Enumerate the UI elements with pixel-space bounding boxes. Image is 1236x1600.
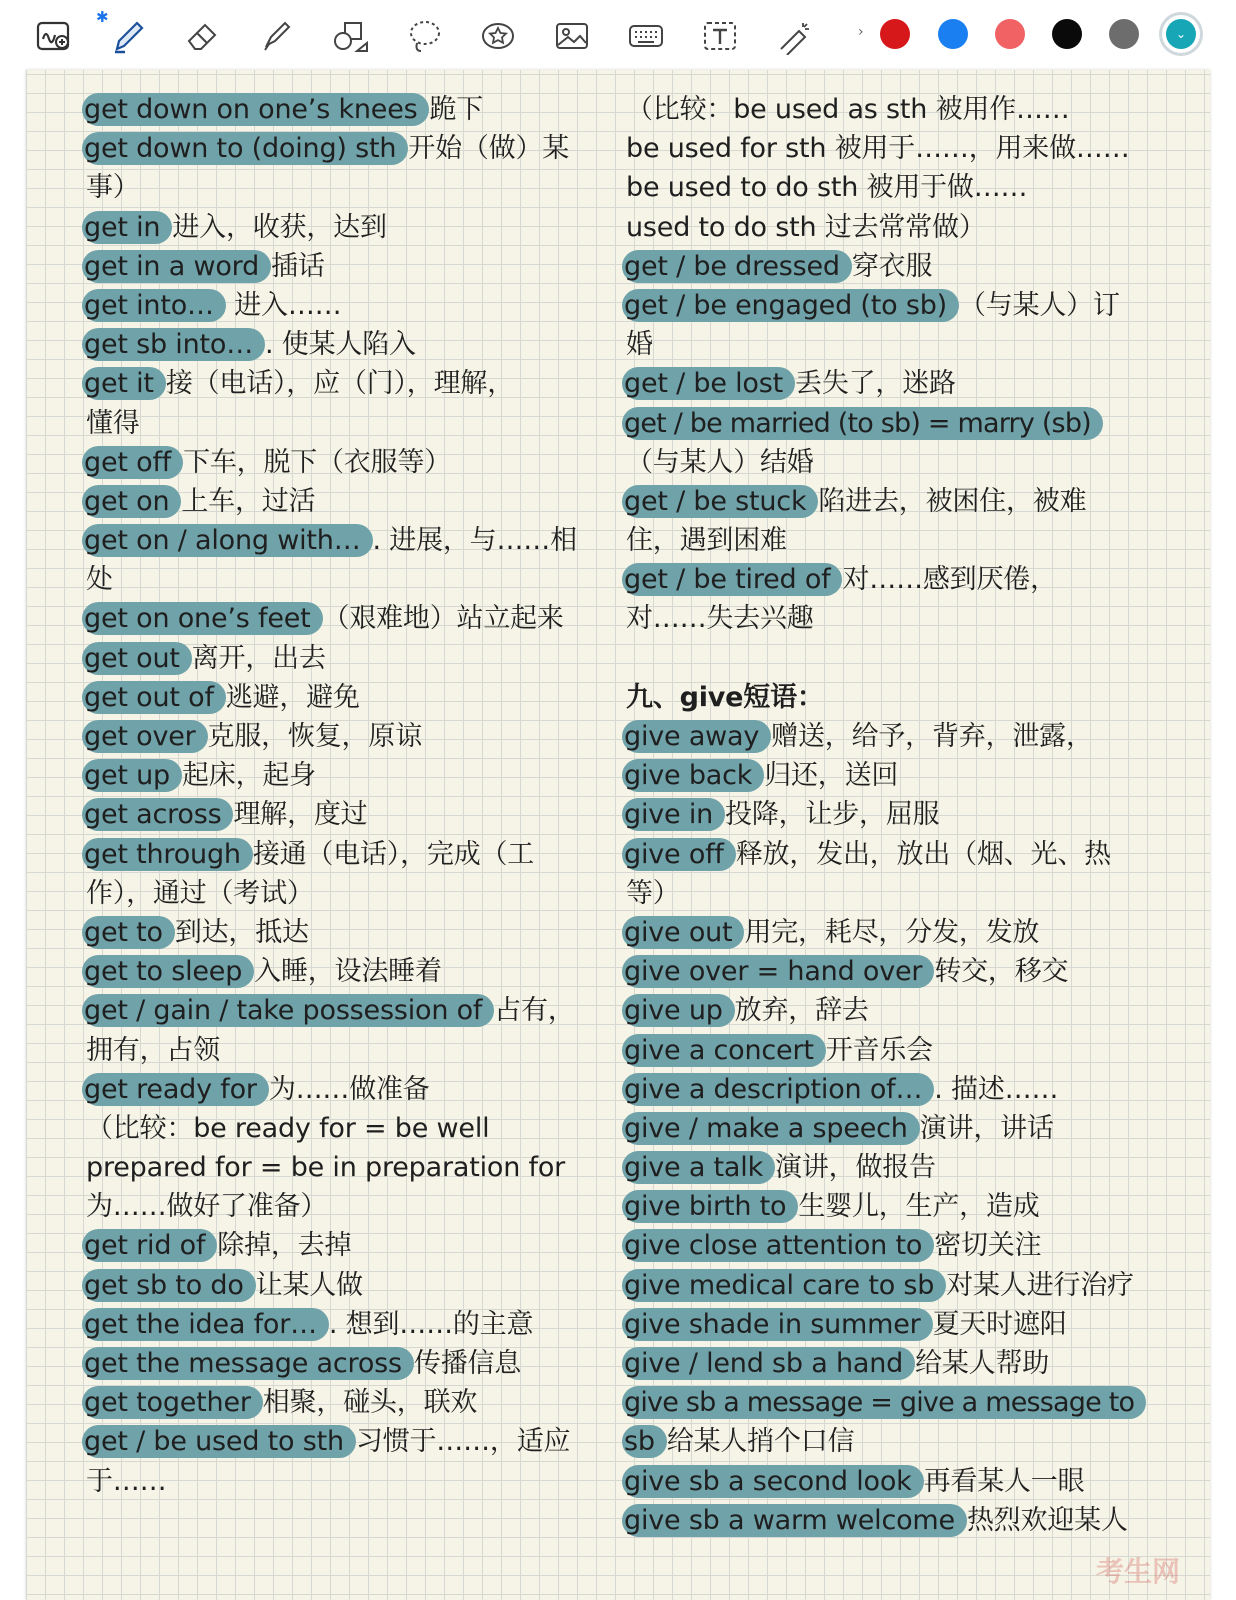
phrase-line xyxy=(626,599,1166,638)
meaning-text: 婚 xyxy=(626,329,653,361)
phrase-line xyxy=(86,1070,576,1109)
highlighted-phrase: get / be used to sth xyxy=(82,1425,356,1458)
meaning-text: 进入…… xyxy=(225,289,342,321)
phrase-line xyxy=(626,756,1166,795)
highlighted-phrase: get the idea for… xyxy=(82,1308,329,1341)
meaning-text: 作），通过（考试） xyxy=(86,877,314,909)
highlighted-phrase: give / lend sb a hand xyxy=(622,1347,915,1380)
phrase-line xyxy=(626,1226,1166,1265)
meaning-text: 接（电话），应（门），理解， xyxy=(165,368,515,400)
highlighter-icon[interactable] xyxy=(254,14,298,58)
meaning-text: . 描述…… xyxy=(934,1073,1059,1105)
phrase-line xyxy=(626,129,1166,168)
meaning-text: 除掉，去掉 xyxy=(217,1230,352,1262)
highlighted-phrase: give shade in summer xyxy=(622,1308,933,1341)
meaning-text: 演讲，讲话 xyxy=(919,1112,1054,1144)
phrase-line xyxy=(86,247,576,286)
phrase-line xyxy=(86,1266,576,1305)
phrase-line xyxy=(626,286,1166,325)
meaning-text: （比较：be ready for = be well xyxy=(86,1112,490,1144)
meaning-text: （与某人）订 xyxy=(958,289,1120,321)
phrase-line xyxy=(626,1109,1166,1148)
phrase-line xyxy=(86,1148,576,1187)
meaning-text: be used for sth 被用于……，用来做…… xyxy=(626,133,1130,165)
chevron-down-icon: ⌄ xyxy=(1175,27,1187,41)
keyboard-icon[interactable] xyxy=(624,14,668,58)
meaning-text: （比较：be used as sth 被用作…… xyxy=(626,94,1070,125)
meaning-text: . 想到……的主意 xyxy=(328,1308,534,1340)
phrase-line xyxy=(626,1031,1166,1070)
phrase-line xyxy=(626,1266,1166,1305)
highlighted-phrase: get / be tired of xyxy=(622,563,842,596)
meaning-text: 归还，送回 xyxy=(764,760,899,792)
color-teal-swatch[interactable] xyxy=(1166,19,1196,49)
phrase-line xyxy=(86,1031,576,1070)
meaning-text: 住，遇到困难 xyxy=(626,525,787,557)
phrase-line xyxy=(626,90,1166,129)
meaning-text: be used to do sth 被用于做…… xyxy=(626,172,1028,204)
phrase-line xyxy=(626,208,1166,247)
phrase-line xyxy=(86,443,576,482)
meaning-text: 密切关注 xyxy=(934,1230,1042,1262)
meaning-text: 演讲，做报告 xyxy=(775,1152,936,1184)
meaning-text: 入睡，设法睡着 xyxy=(254,956,442,988)
phrase-line xyxy=(626,1070,1166,1109)
highlighted-phrase: get in xyxy=(82,211,172,244)
meaning-text: 赠送，给予，背弃，泄露， xyxy=(771,721,1093,752)
meaning-text: 下车，脱下（衣服等） xyxy=(183,446,452,478)
phrase-line xyxy=(626,325,1166,364)
phrase-line xyxy=(626,443,1166,482)
meaning-text: 让某人做 xyxy=(255,1269,363,1301)
phrase-line xyxy=(626,1344,1166,1383)
phrase-line xyxy=(86,1383,576,1422)
phrase-line xyxy=(626,717,1166,756)
highlighted-phrase: get off xyxy=(82,446,183,479)
color-pink-swatch[interactable] xyxy=(995,19,1025,49)
meaning-text: 于…… xyxy=(86,1465,167,1497)
phrase-line xyxy=(86,913,576,952)
left-column xyxy=(86,90,576,1501)
phrase-line xyxy=(626,952,1166,991)
section-title-text: 九、give短语： xyxy=(626,681,824,713)
highlighted-phrase: get up xyxy=(82,759,182,792)
meaning-text: 懂得 xyxy=(86,407,140,439)
phrase-line xyxy=(86,90,576,129)
phrase-line xyxy=(86,756,576,795)
meaning-text: 为……做准备 xyxy=(268,1073,430,1105)
highlighted-phrase: give sb a message = give a message to xyxy=(622,1386,1146,1419)
highlighted-phrase: get it xyxy=(82,367,166,400)
highlighted-phrase: get / be dressed xyxy=(622,250,852,283)
phrase-line xyxy=(86,521,576,560)
phrase-line xyxy=(626,521,1166,560)
highlighted-phrase: get sb to do xyxy=(82,1269,256,1302)
highlighted-phrase: get in a word xyxy=(82,250,271,283)
phrase-line xyxy=(626,1501,1166,1540)
meaning-text: 到达，抵达 xyxy=(174,916,309,948)
phrase-line xyxy=(86,404,576,443)
lasso-icon[interactable] xyxy=(402,14,446,58)
highlighted-phrase: give / make a speech xyxy=(622,1112,920,1145)
highlighted-phrase: give away xyxy=(622,720,771,753)
meaning-text: 再看某人一眼 xyxy=(923,1465,1085,1497)
meaning-text: 为……做好了准备） xyxy=(86,1191,328,1223)
meaning-text: 事） xyxy=(86,172,140,204)
highlighted-phrase: get rid of xyxy=(82,1229,217,1262)
phrase-line xyxy=(626,560,1166,599)
phrase-line xyxy=(86,560,576,599)
meaning-text: 进入，收获，达到 xyxy=(172,211,387,243)
phrase-line xyxy=(626,168,1166,207)
meaning-text: 热烈欢迎某人 xyxy=(966,1504,1128,1536)
highlighted-phrase: give a talk xyxy=(622,1151,775,1184)
highlighted-phrase: get on one’s feet xyxy=(82,602,323,635)
color-red-swatch[interactable] xyxy=(880,19,910,49)
highlighted-phrase: get / be engaged (to sb) xyxy=(622,289,959,322)
highlighted-phrase: get to xyxy=(82,916,175,949)
highlighted-phrase: get on / along with… xyxy=(82,524,373,557)
meaning-text: 释放，发出，放出（烟、光、热 xyxy=(735,838,1111,870)
meaning-text: 给某人捎个口信 xyxy=(666,1426,855,1458)
meaning-text: 开始（做）某 xyxy=(408,133,570,165)
phrase-line xyxy=(86,1344,576,1383)
highlighted-phrase: give off xyxy=(622,838,736,871)
highlighted-phrase: give a concert xyxy=(622,1034,826,1067)
highlighted-phrase: get into… xyxy=(82,289,226,322)
meaning-text: 对……感到厌倦， xyxy=(842,564,1057,596)
right-column xyxy=(626,90,1166,1540)
phrase-line xyxy=(626,1462,1166,1501)
highlighted-phrase: get / be stuck xyxy=(622,485,818,518)
phrase-line xyxy=(86,168,576,207)
phrase-line xyxy=(86,795,576,834)
phrase-line xyxy=(86,1462,576,1501)
highlighted-phrase: give medical care to sb xyxy=(622,1269,946,1302)
meaning-text: 理解，度过 xyxy=(233,799,368,831)
phrase-line xyxy=(626,639,1166,678)
phrase-line xyxy=(86,599,576,638)
notes-toolbar xyxy=(0,0,1236,70)
meaning-text: （与某人）结婚 xyxy=(626,446,814,478)
phrase-line xyxy=(626,482,1166,521)
phrase-line xyxy=(86,835,576,874)
meaning-text: 相聚，碰头，联欢 xyxy=(262,1387,478,1419)
image-icon[interactable] xyxy=(550,14,594,58)
highlighted-phrase: get / be married (to sb) = marry (sb) xyxy=(622,407,1103,440)
meaning-text: 起床，起身 xyxy=(181,760,316,792)
phrase-line xyxy=(626,1187,1166,1226)
highlighted-phrase: get / gain / take possession of xyxy=(82,994,494,1027)
highlighted-phrase: get ready for xyxy=(82,1073,269,1106)
meaning-text: 对某人进行治疗 xyxy=(946,1269,1134,1301)
phrase-line xyxy=(626,1383,1166,1422)
eraser-icon[interactable] xyxy=(180,14,224,58)
meaning-text: 丢失了，迷路 xyxy=(795,368,956,400)
handwriting-insert-icon[interactable] xyxy=(32,14,76,58)
phrase-line xyxy=(626,364,1166,403)
highlighted-phrase: get to sleep xyxy=(82,955,254,988)
meaning-text: 离开，出去 xyxy=(191,642,326,674)
meaning-text: 传播信息 xyxy=(413,1348,522,1379)
phrase-line xyxy=(86,717,576,756)
meaning-text: 陷进去，被困住，被难 xyxy=(818,485,1087,517)
phrase-line xyxy=(86,1226,576,1265)
phrase-line xyxy=(626,404,1166,443)
highlighted-phrase: give back xyxy=(622,759,764,792)
phrase-line xyxy=(86,991,576,1030)
highlighted-phrase: get sb into… xyxy=(82,328,265,361)
phrase-line xyxy=(86,286,576,325)
highlighted-phrase: give out xyxy=(622,916,744,949)
meaning-text: 处 xyxy=(86,564,113,596)
meaning-text: 跪下 xyxy=(429,94,484,125)
pen-icon[interactable] xyxy=(106,14,150,58)
meaning-text: 转交，移交 xyxy=(934,956,1069,988)
phrase-line xyxy=(626,874,1166,913)
chevron-right-icon[interactable]: › xyxy=(858,24,864,40)
meaning-text: . 使某人陷入 xyxy=(265,329,416,361)
highlighted-phrase: get / be lost xyxy=(622,367,795,400)
highlighted-phrase: give sb a second look xyxy=(622,1465,924,1498)
color-blue-swatch[interactable] xyxy=(938,19,968,49)
highlighted-phrase: get through xyxy=(82,838,253,871)
meaning-text: 生婴儿，生产，造成 xyxy=(798,1191,1040,1223)
phrase-line xyxy=(626,991,1166,1030)
highlighted-phrase: get the message across xyxy=(82,1347,414,1380)
phrase-line xyxy=(86,208,576,247)
meaning-text: prepared for = be in preparation for xyxy=(86,1152,566,1184)
phrase-line xyxy=(626,1148,1166,1187)
phrase-line xyxy=(86,325,576,364)
phrase-line xyxy=(626,795,1166,834)
meaning-text: 开音乐会 xyxy=(825,1034,933,1066)
meaning-text: 逃避，避免 xyxy=(225,681,360,713)
highlighted-phrase: give up xyxy=(622,994,735,1027)
highlighted-phrase: give over = hand over xyxy=(622,955,934,988)
note-page[interactable] xyxy=(26,70,1210,1600)
meaning-text: 夏天时遮阳 xyxy=(932,1308,1067,1340)
meaning-text: 习惯于……，适应 xyxy=(355,1426,571,1458)
highlighted-phrase: give sb a warm welcome xyxy=(622,1504,967,1537)
highlighted-phrase: get out of xyxy=(82,681,226,714)
meaning-text: 拥有，占领 xyxy=(86,1034,220,1066)
phrase-line xyxy=(626,835,1166,874)
meaning-text: 用完，耗尽，分发，发放 xyxy=(744,916,1040,948)
highlighted-phrase: get on xyxy=(82,485,181,518)
phrase-line xyxy=(86,364,576,403)
highlighted-phrase: give in xyxy=(622,798,725,831)
phrase-line xyxy=(86,952,576,991)
highlighted-phrase: get over xyxy=(82,720,208,753)
phrase-line xyxy=(86,678,576,717)
highlighted-phrase: give a description of… xyxy=(622,1073,934,1106)
phrase-line xyxy=(86,129,576,168)
sticker-icon[interactable] xyxy=(476,14,520,58)
textbox-icon[interactable] xyxy=(698,14,742,58)
highlighted-phrase: get down on one’s knees xyxy=(82,93,429,126)
color-gray-swatch[interactable] xyxy=(1109,19,1139,49)
meaning-text: 克服，恢复，原谅 xyxy=(207,721,422,752)
meaning-text: （艰难地）站立起来 xyxy=(322,603,564,635)
phrase-line xyxy=(626,1305,1166,1344)
highlighted-phrase: sb xyxy=(622,1425,667,1458)
phrase-line xyxy=(86,1305,576,1344)
meaning-text: . 进展，与……相 xyxy=(372,525,577,557)
color-black-swatch[interactable] xyxy=(1052,19,1082,49)
shapes-icon[interactable] xyxy=(328,14,372,58)
meaning-text: 穿衣服 xyxy=(851,250,933,282)
laser-pointer-icon[interactable] xyxy=(772,14,816,58)
phrase-line xyxy=(86,1109,576,1148)
meaning-text: used to do sth 过去常常做） xyxy=(626,211,986,243)
highlighted-phrase: get across xyxy=(82,798,233,831)
section-title xyxy=(626,678,1166,717)
phrase-line xyxy=(86,482,576,521)
watermark-logo: 考生网 xyxy=(1095,1555,1180,1588)
meaning-text: 占有， xyxy=(494,995,575,1027)
meaning-text: 放弃，辞去 xyxy=(734,995,869,1027)
highlighted-phrase: give close attention to xyxy=(622,1229,934,1262)
phrase-line xyxy=(626,913,1166,952)
highlighted-phrase: get out xyxy=(82,642,192,675)
phrase-line xyxy=(626,1422,1166,1461)
phrase-line xyxy=(86,874,576,913)
phrase-line xyxy=(86,639,576,678)
phrase-line xyxy=(626,247,1166,286)
highlighted-phrase: get down to (doing) sth xyxy=(82,132,408,165)
meaning-text: 给某人帮助 xyxy=(915,1348,1050,1379)
meaning-text: 等） xyxy=(626,877,680,909)
meaning-text: 上车，过活 xyxy=(181,485,316,517)
meaning-text: 插话 xyxy=(271,250,325,282)
phrase-line xyxy=(86,1187,576,1226)
meaning-text: 接通（电话），完成（工 xyxy=(252,838,535,870)
phrase-line xyxy=(86,1422,576,1461)
highlighted-phrase: get together xyxy=(82,1386,263,1419)
meaning-text: 对……失去兴趣 xyxy=(626,603,814,635)
bluetooth-icon: ✱ xyxy=(96,8,109,26)
meaning-text: 投降，让步，屈服 xyxy=(725,799,940,831)
highlighted-phrase: give birth to xyxy=(622,1190,798,1223)
